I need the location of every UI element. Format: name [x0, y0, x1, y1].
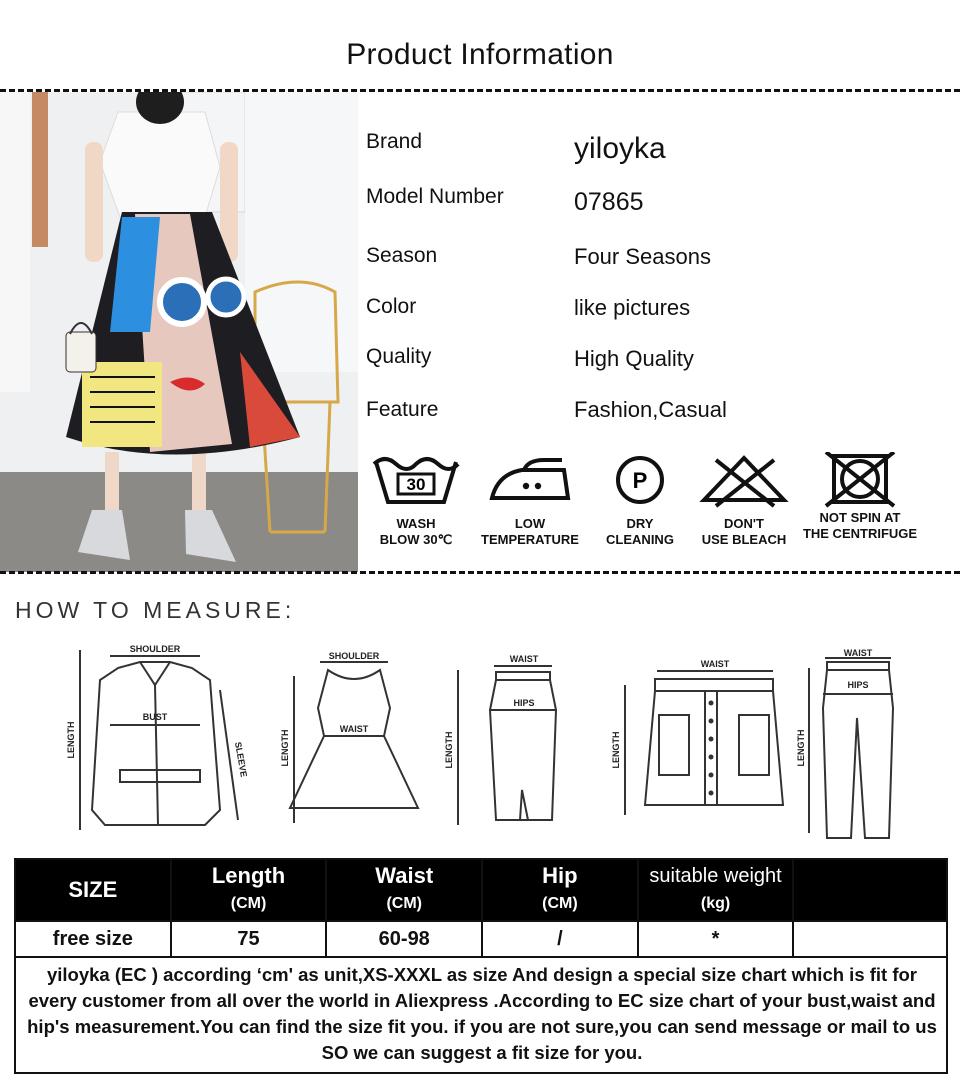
care-label-line2: THE CENTRIFUGE [802, 526, 918, 541]
label-shoulder: SHOULDER [129, 644, 181, 654]
label-waist: WAIST [509, 654, 539, 664]
care-centrifuge [802, 452, 918, 542]
label-bust: BUST [142, 712, 168, 722]
care-label-line1: DRY [626, 516, 654, 531]
cell-empty [793, 921, 947, 957]
label-length: LENGTH [66, 721, 76, 759]
header-hip: Hip (CM) [482, 859, 638, 921]
spec-value-feature: Fashion,Casual [574, 397, 727, 422]
care-label-line1: WASH [396, 516, 436, 531]
label-waist: WAIST [843, 648, 873, 658]
cell-waist: 60-98 [326, 921, 482, 957]
care-label-line1: LOW [514, 516, 546, 531]
label-waist: WAIST [339, 724, 369, 734]
care-dry [585, 452, 695, 548]
header-empty [793, 859, 947, 921]
care-label-line2: USE BLEACH [701, 532, 787, 547]
measure-title: HOW TO MEASURE: [15, 597, 296, 623]
header-weight: suitable weight (kg) [638, 859, 794, 921]
label-length: LENGTH [611, 731, 621, 769]
care-wash [361, 452, 471, 548]
size-table-header [15, 859, 947, 921]
header-size: SIZE [15, 859, 171, 921]
label-hips: HIPS [847, 680, 869, 690]
label-length: LENGTH [796, 729, 806, 767]
wash-temp-badge: 30 [406, 475, 426, 494]
spec-value-season: Four Seasons [574, 244, 711, 269]
header-length: Length (CM) [171, 859, 327, 921]
cell-size: free size [15, 921, 171, 957]
label-length: LENGTH [280, 729, 290, 767]
spec-label-quality: Quality [366, 345, 432, 368]
spec-label-color: Color [366, 295, 417, 318]
care-bleach [689, 452, 799, 548]
iron-low-icon [484, 452, 576, 510]
trousers-figure [795, 648, 905, 843]
jacket-figure [60, 640, 250, 840]
label-length: LENGTH [444, 731, 454, 769]
care-label-line2: CLEANING [606, 532, 674, 547]
care-label-line2: TEMPERATURE [481, 532, 579, 547]
no-bleach-icon [698, 452, 790, 510]
spec-value-model: 07865 [574, 188, 644, 216]
table-row [15, 921, 947, 957]
spec-value-quality: High Quality [574, 346, 694, 371]
wash-30-icon [370, 452, 462, 510]
size-note: yiloyka (EC ) according ‘cm' as unit,XS-XXXL as size And design a special size chart which is fit for every customer from all over the world in Aliexpress .According to EC size chart of your bust,waist and hip's measurement.You can find the size fit you. if you are not sure,you can send message or mail to us SO we can suggest a fit size for you. [15, 957, 947, 1073]
size-note-row [15, 957, 947, 1073]
no-tumble-icon [814, 452, 906, 510]
label-hips: HIPS [513, 698, 535, 708]
care-label-line2: BLOW 30℃ [379, 532, 453, 547]
dry-clean-p-icon [594, 452, 686, 510]
label-waist: WAIST [700, 659, 730, 669]
spec-label-model: Model Number [366, 185, 504, 208]
spec-label-brand: Brand [366, 130, 423, 153]
pencil-skirt-figure [440, 650, 570, 835]
cell-weight: * [638, 921, 794, 957]
cell-length: 75 [171, 921, 327, 957]
product-photo [0, 92, 358, 572]
divider-middle [0, 571, 960, 574]
label-shoulder: SHOULDER [328, 651, 380, 661]
care-iron [475, 452, 585, 548]
label-sleeve: SLEEVE [232, 741, 249, 778]
dry-clean-badge: P [632, 468, 648, 493]
denim-skirt-figure [605, 655, 790, 825]
spec-label-feature: Feature [366, 398, 439, 421]
spec-label-season: Season [366, 244, 438, 267]
care-label-line1: DON'T [724, 516, 764, 531]
size-table [14, 858, 948, 1074]
page-title: Product Information [346, 38, 614, 71]
dress-figure [278, 648, 428, 833]
cell-hip: / [482, 921, 638, 957]
spec-value-brand: yiloyka [574, 132, 666, 165]
care-label-line1: NOT SPIN AT [819, 510, 901, 525]
header-waist: Waist (CM) [326, 859, 482, 921]
spec-value-color: like pictures [574, 295, 691, 320]
